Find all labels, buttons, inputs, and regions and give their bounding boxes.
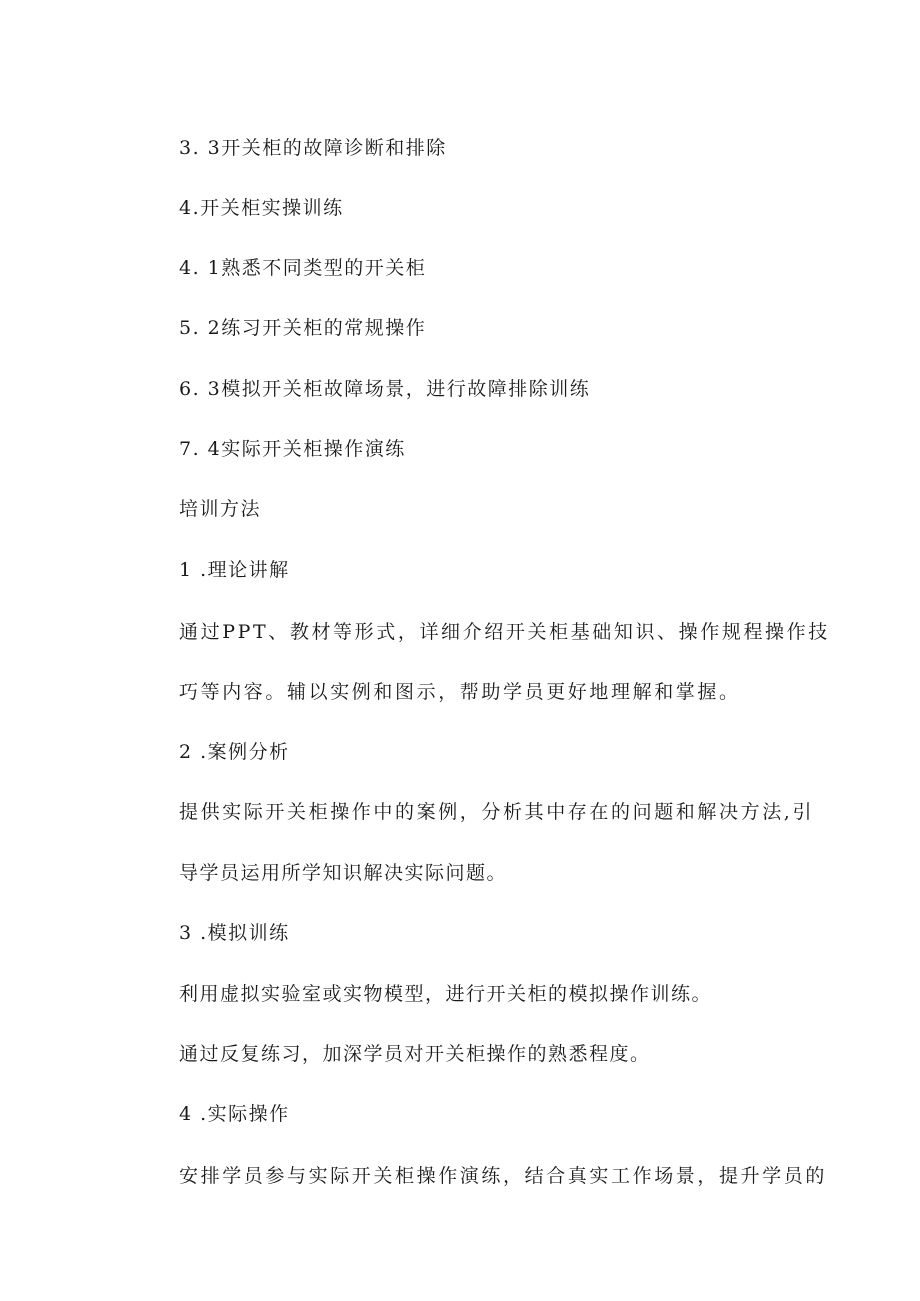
subheading-actual-operation: 4 .实际操作	[179, 1103, 290, 1125]
list-item-7-4: 7. 4实际开关柜操作演练	[179, 438, 406, 460]
paragraph-theory-line-1: 通过PPT、教材等形式，详细介绍开关柜基础知识、操作规程操作技	[179, 621, 830, 643]
paragraph-simulation-line-1: 利用虚拟实验室或实物模型，进行开关柜的模拟操作训练。	[179, 983, 713, 1005]
section-heading-practical-training: 4.开关柜实操训练	[179, 197, 344, 219]
list-item-5-2: 5. 2练习开关柜的常规操作	[179, 317, 427, 339]
section-heading-training-methods: 培训方法	[179, 498, 262, 520]
paragraph-case-line-2: 导学员运用所学知识解决实际问题。	[179, 862, 508, 884]
list-item-3-3: 3. 3开关柜的故障诊断和排除	[179, 137, 447, 159]
paragraph-theory-line-2: 巧等内容。辅以实例和图示，帮助学员更好地理解和掌握。	[179, 681, 741, 703]
list-item-4-1: 4. 1熟悉不同类型的开关柜	[179, 257, 427, 279]
subheading-case-analysis: 2 .案例分析	[179, 741, 290, 763]
list-item-6-3: 6. 3模拟开关柜故障场景，进行故障排除训练	[179, 378, 591, 400]
paragraph-case-line-1: 提供实际开关柜操作中的案例，分析其中存在的问题和解决方法,引	[179, 801, 815, 823]
subheading-simulation-training: 3 .模拟训练	[179, 922, 290, 944]
paragraph-simulation-line-2: 通过反复练习，加深学员对开关柜操作的熟悉程度。	[179, 1043, 651, 1065]
paragraph-actual-line-1: 安排学员参与实际开关柜操作演练，结合真实工作场景，提升学员的	[179, 1165, 828, 1187]
subheading-theory-lecture: 1 .理论讲解	[179, 559, 290, 581]
